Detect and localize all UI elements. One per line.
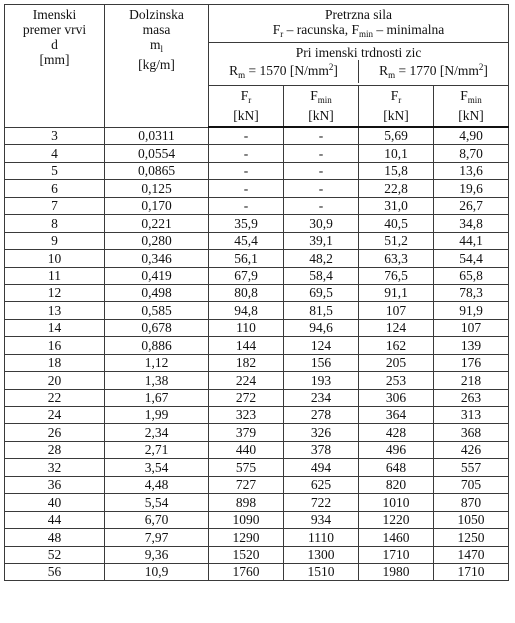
header-text: F: [272, 22, 281, 37]
cell-fr-1570: 224: [209, 372, 284, 389]
cell-diameter: 6: [5, 180, 105, 197]
table-row: [5, 476, 509, 493]
header-text: [kN]: [383, 108, 409, 123]
cell-fr-1770: 31,0: [359, 197, 434, 214]
cell-fmin-1770: 8,70: [434, 145, 509, 162]
cell-fmin-1770: 263: [434, 389, 509, 406]
table-row: [5, 389, 509, 406]
cell-linear-mass: 0,585: [105, 302, 209, 319]
cell-diameter: 11: [5, 267, 105, 284]
cell-fmin-1570: 1510: [284, 563, 359, 580]
cell-linear-mass: 3,54: [105, 459, 209, 476]
table-header: [5, 5, 509, 128]
cell-fmin-1570: 1300: [284, 546, 359, 563]
cell-fr-1570: 323: [209, 407, 284, 424]
header-text: Pri imenski trdnosti zic: [295, 45, 422, 60]
cell-linear-mass: 1,12: [105, 354, 209, 371]
cell-fr-1570: 45,4: [209, 232, 284, 249]
cell-fmin-1570: 193: [284, 372, 359, 389]
cell-fr-1570: -: [209, 180, 284, 197]
table-row: [5, 145, 509, 162]
header-text: m: [149, 37, 161, 52]
cell-fmin-1570: 156: [284, 354, 359, 371]
cell-fr-1570: 1090: [209, 511, 284, 528]
cell-fmin-1770: 426: [434, 441, 509, 458]
cell-fmin-1570: -: [284, 197, 359, 214]
cell-fr-1770: 91,1: [359, 284, 434, 301]
cell-linear-mass: 10,9: [105, 563, 209, 580]
cell-linear-mass: 0,678: [105, 319, 209, 336]
cell-fmin-1770: 218: [434, 372, 509, 389]
header-text: R: [229, 63, 239, 78]
header-fmin-1570: [284, 86, 359, 128]
cell-fmin-1770: 19,6: [434, 180, 509, 197]
header-rm-1570: [209, 60, 358, 83]
cell-fr-1770: 15,8: [359, 162, 434, 179]
cell-linear-mass: 6,70: [105, 511, 209, 528]
header-subscript: min: [317, 95, 332, 105]
cell-diameter: 40: [5, 494, 105, 511]
cell-fmin-1770: 34,8: [434, 215, 509, 232]
header-fmin-1770: [434, 86, 509, 128]
header-text: Imenski: [32, 7, 77, 22]
header-subscript: m: [238, 70, 246, 80]
header-linear-mass: [105, 5, 209, 128]
table-row: [5, 424, 509, 441]
cell-fmin-1770: 870: [434, 494, 509, 511]
cell-fr-1570: 1760: [209, 563, 284, 580]
header-superscript: 2: [328, 62, 334, 72]
cell-fr-1570: 80,8: [209, 284, 284, 301]
cell-diameter: 7: [5, 197, 105, 214]
header-subscript: r: [248, 95, 252, 105]
cell-fmin-1770: 1250: [434, 529, 509, 546]
header-text: F: [310, 88, 318, 103]
cell-fmin-1570: -: [284, 162, 359, 179]
cell-fmin-1570: 69,5: [284, 284, 359, 301]
cell-fr-1570: 727: [209, 476, 284, 493]
header-symbol: [105, 37, 208, 57]
header-subscript: min: [467, 95, 482, 105]
cell-fr-1570: -: [209, 145, 284, 162]
cell-fmin-1770: 1050: [434, 511, 509, 528]
cell-fr-1770: 10,1: [359, 145, 434, 162]
cell-fmin-1770: 26,7: [434, 197, 509, 214]
cell-diameter: 28: [5, 441, 105, 458]
cell-fmin-1570: 124: [284, 337, 359, 354]
cell-linear-mass: 1,99: [105, 407, 209, 424]
cell-fmin-1770: 705: [434, 476, 509, 493]
cell-fmin-1770: 65,8: [434, 267, 509, 284]
header-text: = 1570 [N/mm: [245, 63, 329, 78]
cell-linear-mass: 7,97: [105, 529, 209, 546]
cell-fr-1770: 1010: [359, 494, 434, 511]
cell-diameter: 14: [5, 319, 105, 336]
cell-fr-1570: 440: [209, 441, 284, 458]
cell-fr-1570: 67,9: [209, 267, 284, 284]
table-row: [5, 302, 509, 319]
cell-linear-mass: 0,0554: [105, 145, 209, 162]
cell-fr-1770: 1710: [359, 546, 434, 563]
cell-fmin-1570: 30,9: [284, 215, 359, 232]
cell-diameter: 12: [5, 284, 105, 301]
cell-linear-mass: 0,419: [105, 267, 209, 284]
cell-linear-mass: 0,125: [105, 180, 209, 197]
cell-fr-1770: 40,5: [359, 215, 434, 232]
cell-fmin-1570: 234: [284, 389, 359, 406]
cell-fr-1770: 428: [359, 424, 434, 441]
cell-fr-1770: 253: [359, 372, 434, 389]
table-row: [5, 441, 509, 458]
cell-linear-mass: 0,0865: [105, 162, 209, 179]
cell-diameter: 52: [5, 546, 105, 563]
table-row: [5, 232, 509, 249]
cell-fr-1770: 22,8: [359, 180, 434, 197]
header-text: [kN]: [458, 108, 484, 123]
header-text: d: [51, 37, 58, 52]
cell-fmin-1770: 139: [434, 337, 509, 354]
cell-linear-mass: 4,48: [105, 476, 209, 493]
cell-fmin-1570: 326: [284, 424, 359, 441]
cell-fr-1570: 1520: [209, 546, 284, 563]
cell-fr-1770: 124: [359, 319, 434, 336]
cell-fmin-1770: 78,3: [434, 284, 509, 301]
header-text: F: [240, 88, 249, 103]
cell-fmin-1570: 278: [284, 407, 359, 424]
table-row: [5, 337, 509, 354]
header-text: Pretrzna sila: [324, 7, 393, 22]
cell-fr-1770: 1220: [359, 511, 434, 528]
header-text: – minimalna: [373, 22, 445, 37]
cell-diameter: 10: [5, 250, 105, 267]
cell-fr-1770: 63,3: [359, 250, 434, 267]
header-text: Dolzinska: [129, 7, 184, 22]
cell-fr-1770: 1460: [359, 529, 434, 546]
cell-linear-mass: 0,886: [105, 337, 209, 354]
cell-fmin-1570: -: [284, 180, 359, 197]
cell-fr-1570: 898: [209, 494, 284, 511]
header-text: = 1770 [N/mm: [395, 63, 479, 78]
table-row: [5, 127, 509, 145]
cell-linear-mass: 5,54: [105, 494, 209, 511]
table-row: [5, 354, 509, 371]
cell-fmin-1570: 378: [284, 441, 359, 458]
header-symbol: [284, 88, 358, 108]
table-row: [5, 250, 509, 267]
cell-fr-1570: 379: [209, 424, 284, 441]
cell-fmin-1770: 368: [434, 424, 509, 441]
cell-linear-mass: 0,280: [105, 232, 209, 249]
cell-fmin-1770: 54,4: [434, 250, 509, 267]
header-strength-group: [209, 43, 509, 86]
cell-fmin-1570: -: [284, 145, 359, 162]
table-row: [5, 511, 509, 528]
cell-fr-1570: 35,9: [209, 215, 284, 232]
cell-fmin-1770: 557: [434, 459, 509, 476]
table-row: [5, 180, 509, 197]
table-row: [5, 459, 509, 476]
cell-fmin-1570: 625: [284, 476, 359, 493]
cell-fr-1770: 1980: [359, 563, 434, 580]
header-legend: [209, 22, 508, 42]
cell-diameter: 16: [5, 337, 105, 354]
cell-linear-mass: 0,346: [105, 250, 209, 267]
header-nominal-diameter: [5, 5, 105, 128]
rope-breaking-force-table: [4, 4, 509, 581]
table-row: [5, 162, 509, 179]
table-row: [5, 407, 509, 424]
header-text: F: [390, 88, 399, 103]
cell-fr-1770: 205: [359, 354, 434, 371]
cell-fmin-1570: -: [284, 127, 359, 145]
cell-diameter: 20: [5, 372, 105, 389]
rope-breaking-force-table-document: [4, 4, 508, 616]
header-text: [kN]: [308, 108, 334, 123]
cell-fmin-1570: 81,5: [284, 302, 359, 319]
cell-linear-mass: 0,170: [105, 197, 209, 214]
cell-fr-1770: 51,2: [359, 232, 434, 249]
header-fr-1770: [359, 86, 434, 128]
header-symbol: [359, 88, 433, 108]
cell-linear-mass: 9,36: [105, 546, 209, 563]
cell-fmin-1770: 13,6: [434, 162, 509, 179]
table-row: [5, 563, 509, 580]
cell-diameter: 32: [5, 459, 105, 476]
cell-linear-mass: 0,498: [105, 284, 209, 301]
cell-fmin-1770: 4,90: [434, 127, 509, 145]
header-text: [kN]: [233, 108, 259, 123]
header-subscript: m: [388, 70, 396, 80]
header-text: [mm]: [39, 52, 70, 67]
cell-fr-1570: -: [209, 162, 284, 179]
header-text: premer vrvi: [22, 22, 87, 37]
cell-fmin-1570: 934: [284, 511, 359, 528]
cell-diameter: 48: [5, 529, 105, 546]
header-symbol: [209, 88, 283, 108]
cell-fr-1570: 56,1: [209, 250, 284, 267]
cell-diameter: 4: [5, 145, 105, 162]
cell-fr-1770: 306: [359, 389, 434, 406]
cell-fr-1770: 162: [359, 337, 434, 354]
cell-fr-1570: 182: [209, 354, 284, 371]
table-row: [5, 546, 509, 563]
cell-diameter: 9: [5, 232, 105, 249]
cell-linear-mass: 1,38: [105, 372, 209, 389]
cell-fmin-1570: 94,6: [284, 319, 359, 336]
cell-diameter: 44: [5, 511, 105, 528]
cell-fr-1570: 575: [209, 459, 284, 476]
cell-diameter: 13: [5, 302, 105, 319]
table-row: [5, 267, 509, 284]
cell-linear-mass: 2,71: [105, 441, 209, 458]
table-row: [5, 372, 509, 389]
cell-fmin-1570: 494: [284, 459, 359, 476]
cell-diameter: 24: [5, 407, 105, 424]
cell-fmin-1570: 1110: [284, 529, 359, 546]
table-body: [5, 127, 509, 581]
table-row: [5, 494, 509, 511]
cell-fr-1770: 5,69: [359, 127, 434, 145]
cell-fmin-1770: 176: [434, 354, 509, 371]
header-subscript: min: [359, 29, 374, 39]
cell-fr-1770: 648: [359, 459, 434, 476]
cell-fmin-1770: 107: [434, 319, 509, 336]
header-text: R: [379, 63, 389, 78]
header-text: – racunska,: [283, 22, 352, 37]
cell-diameter: 56: [5, 563, 105, 580]
cell-fmin-1570: 39,1: [284, 232, 359, 249]
cell-fr-1770: 107: [359, 302, 434, 319]
cell-linear-mass: 0,221: [105, 215, 209, 232]
header-subscript: r: [398, 95, 402, 105]
cell-diameter: 5: [5, 162, 105, 179]
header-subscript: l: [160, 44, 164, 54]
cell-fmin-1570: 58,4: [284, 267, 359, 284]
cell-fr-1570: 94,8: [209, 302, 284, 319]
cell-fr-1570: 272: [209, 389, 284, 406]
cell-fr-1770: 496: [359, 441, 434, 458]
header-breaking-force-group: [209, 5, 509, 43]
header-text: ]: [333, 63, 338, 78]
cell-diameter: 8: [5, 215, 105, 232]
cell-diameter: 3: [5, 127, 105, 145]
cell-fmin-1770: 91,9: [434, 302, 509, 319]
table-row: [5, 197, 509, 214]
cell-fr-1770: 76,5: [359, 267, 434, 284]
cell-fr-1770: 820: [359, 476, 434, 493]
table-row: [5, 319, 509, 336]
cell-fr-1570: 144: [209, 337, 284, 354]
cell-diameter: 26: [5, 424, 105, 441]
cell-fmin-1770: 44,1: [434, 232, 509, 249]
header-text: [kg/m]: [138, 57, 175, 72]
cell-fr-1570: -: [209, 197, 284, 214]
cell-diameter: 18: [5, 354, 105, 371]
cell-fmin-1770: 1470: [434, 546, 509, 563]
header-text: masa: [142, 22, 171, 37]
table-row: [5, 529, 509, 546]
cell-fmin-1770: 1710: [434, 563, 509, 580]
cell-fr-1570: 110: [209, 319, 284, 336]
header-text: F: [351, 22, 360, 37]
header-symbol: [434, 88, 508, 108]
table-row: [5, 215, 509, 232]
header-strength-values: [209, 60, 508, 83]
cell-fmin-1770: 313: [434, 407, 509, 424]
cell-linear-mass: 0,0311: [105, 127, 209, 145]
cell-fmin-1570: 48,2: [284, 250, 359, 267]
header-text: ]: [483, 63, 488, 78]
header-superscript: 2: [478, 62, 484, 72]
header-text: F: [460, 88, 468, 103]
header-rm-1770: [358, 60, 508, 83]
header-subscript: r: [280, 29, 284, 39]
cell-fr-1570: -: [209, 127, 284, 145]
cell-diameter: 22: [5, 389, 105, 406]
cell-fr-1570: 1290: [209, 529, 284, 546]
cell-linear-mass: 2,34: [105, 424, 209, 441]
cell-fr-1770: 364: [359, 407, 434, 424]
cell-diameter: 36: [5, 476, 105, 493]
header-fr-1570: [209, 86, 284, 128]
cell-fmin-1570: 722: [284, 494, 359, 511]
cell-linear-mass: 1,67: [105, 389, 209, 406]
table-row: [5, 284, 509, 301]
